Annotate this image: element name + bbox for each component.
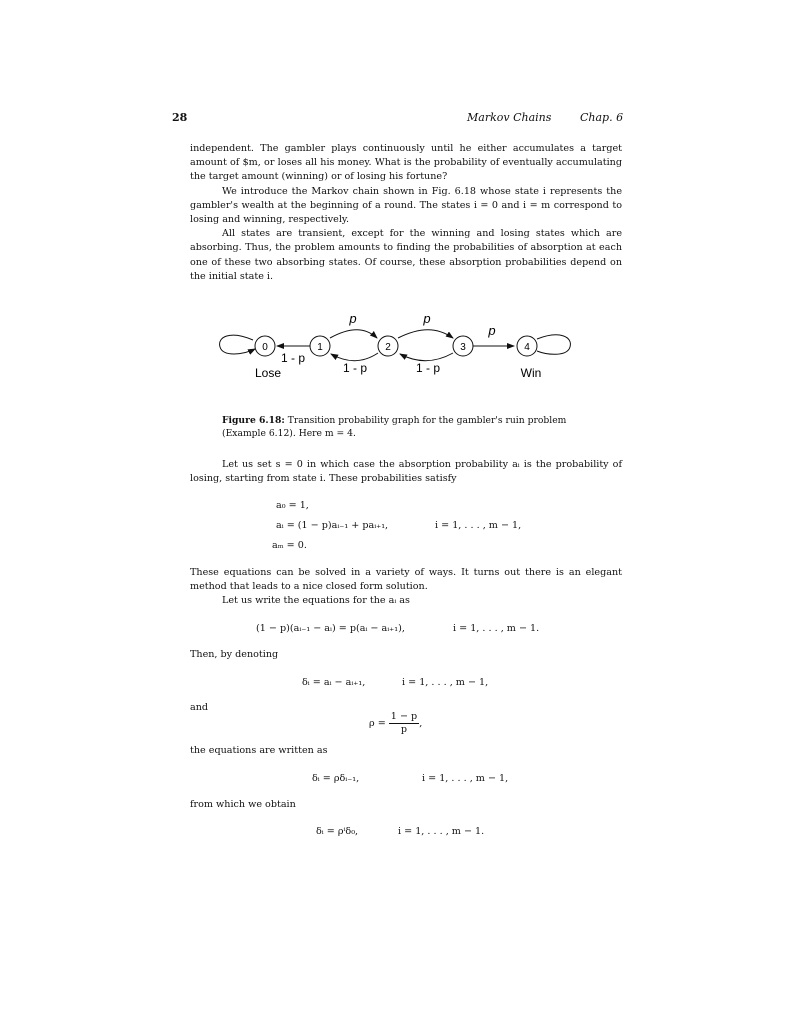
win-label: Win (520, 366, 542, 380)
eq-delta-def: δᵢ = aᵢ − aᵢ₊₁, (302, 677, 366, 688)
figure-caption (222, 414, 602, 440)
lose-label: Lose (254, 366, 282, 380)
eq-rho-den: p (400, 724, 408, 735)
eq-rho-tail: , (419, 718, 423, 729)
eq-recursion: δᵢ = ρδᵢ₋₁, (312, 773, 360, 784)
edge-2-3 (398, 330, 453, 338)
state-label-2: 2 (385, 342, 391, 353)
label-q-32: 1 - p (415, 361, 441, 375)
edge-1-2 (330, 330, 377, 338)
label-p-12: p (349, 311, 357, 326)
page-number: 28 (172, 111, 188, 124)
eq-rho (369, 711, 422, 736)
edge-2-1 (331, 353, 378, 361)
state-label-4: 4 (524, 342, 530, 353)
eq-rho-fraction (389, 711, 419, 736)
caption-text: Transition probability graph for the gambler's ruin problem (Example 6.12). Here m = 4. (222, 415, 567, 439)
state-label-3: 3 (460, 342, 466, 353)
state-label-1: 1 (317, 342, 323, 353)
edge-3-2 (400, 353, 453, 361)
caption-label: Figure 6.18: (222, 415, 285, 426)
self-loop-0 (220, 335, 255, 354)
eq-delta-def-range: i = 1, . . . , m − 1, (402, 677, 489, 688)
paragraph-2: We introduce the Markov chain shown in Fig. 6.18 whose state i represents the gambler's wealth at the beginning of a round. The states i = 0 and i = m correspond to losing and winning, respectively. (190, 185, 622, 226)
paragraph-6: Let us write the equations for the aᵢ as (222, 595, 410, 607)
eq-closed-form: δᵢ = ρⁱδ₀, (316, 826, 359, 837)
eq-closed-form-range: i = 1, . . . , m − 1. (398, 826, 485, 837)
paragraph-1: independent. The gambler plays continuously until he either accumulates a target amount of $m, or loses all his money. What is the probability of eventually accumulating the target amount (winning) or of losing his fortune? (190, 143, 622, 183)
solution-text (190, 566, 622, 609)
eq-difference: (1 − p)(aᵢ₋₁ − aᵢ) = p(aᵢ − aᵢ₊₁), (256, 623, 405, 634)
eq-ai: aᵢ = (1 − p)aᵢ₋₁ + paᵢ₊₁, (276, 520, 389, 531)
obtain-text: from which we obtain (190, 799, 296, 810)
paragraph-5: These equations can be solved in a variety of ways. It turns out there is an elegant method that leads to a nice closed form solution. (190, 567, 622, 593)
absorption-text (190, 458, 622, 486)
eq-ai-range: i = 1, . . . , m − 1, (435, 520, 522, 531)
label-q-10: 1 - p (280, 351, 306, 365)
label-p-23: p (423, 311, 431, 326)
paragraph-4: Let us set s = 0 in which case the absorption probability aᵢ is the probability of losing, starting from state i. These probabilities satisfy (190, 459, 622, 485)
chapter-label: Chap. 6 (580, 111, 624, 124)
eq-a0: a₀ = 1, (276, 500, 309, 511)
eq-difference-range: i = 1, . . . , m − 1. (453, 623, 540, 634)
paragraph-3: All states are transient, except for the winning and losing states which are absorbing. Thus, the problem amounts to finding the probabilities of absorption at each one of these two absorbing states. Of course, these absorption probabilities depend on the initial state i. (190, 228, 622, 282)
label-p-34: p (488, 323, 496, 338)
and-text: and (190, 702, 209, 713)
written-text: the equations are written as (190, 745, 328, 756)
then-text: Then, by denoting (190, 649, 279, 660)
eq-am: aₘ = 0. (272, 540, 307, 551)
self-loop-4 (537, 335, 570, 354)
running-title: Markov Chains (467, 111, 552, 124)
eq-recursion-range: i = 1, . . . , m − 1, (422, 773, 509, 784)
markov-chain-figure (215, 305, 585, 385)
eq-rho-num: 1 − p (390, 711, 418, 722)
eq-rho-lhs: ρ = (369, 718, 386, 729)
state-label-0: 0 (262, 342, 268, 353)
intro-text (190, 142, 622, 284)
label-q-21: 1 - p (342, 361, 368, 375)
